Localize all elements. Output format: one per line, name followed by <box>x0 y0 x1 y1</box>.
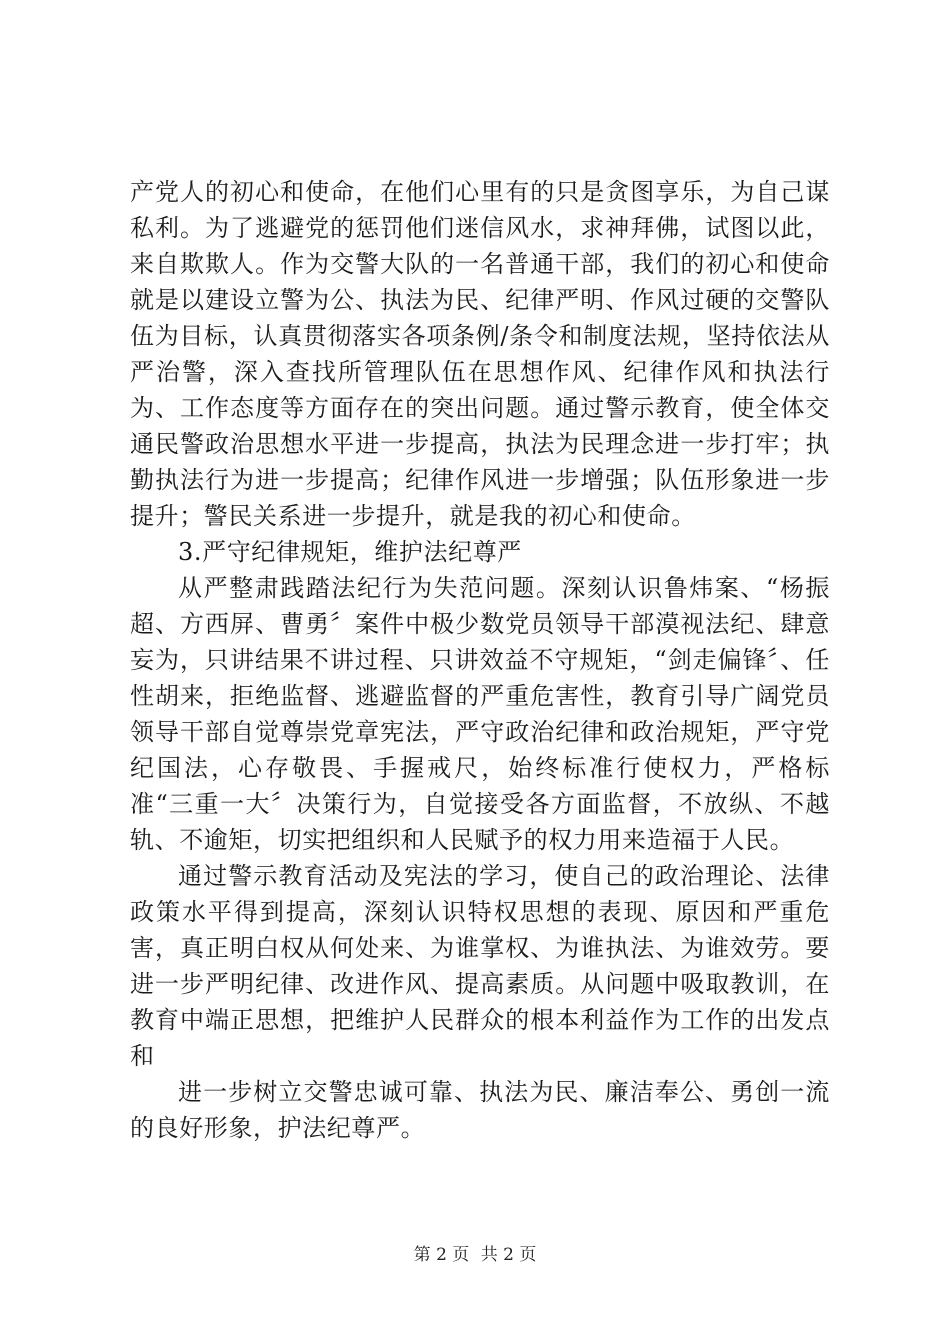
paragraph: 进一步树立交警忠诚可靠、执法为民、廉洁奉公、勇创一流的良好形象，护法纪尊严。 <box>130 1078 830 1142</box>
paragraph: 从严整肃践踏法纪行为失范问题。深刻认识鲁炜案、“杨振超、方西屏、曹勇〞案件中极少数党员领导干部漠视法纪、肆意妄为，只讲结果不讲过程、只讲效益不守规矩，“剑走偏锋〞、任性胡来，拒绝监督、逃避监督的严重危害性，教育引导广阔党员领导干部自觉尊崇党章宪法，严守政治纪律和政治规矩，严守党纪国法，心存敬畏、手握戒尺，始终标准行使权力，严格标准“三重一大〞决策行为，自觉接受各方面监督，不放纵、不越轨、不逾矩，切实把组织和人民赋予的权力用来造福于人民。 <box>130 574 830 854</box>
section-heading: 3.严守纪律规矩，维护法纪尊严 <box>178 538 522 566</box>
page-number: 第 2 页 <box>413 1245 470 1265</box>
page-footer <box>0 1243 950 1267</box>
paragraph-continued: 产党人的初心和使命，在他们心里有的只是贪图享乐，为自己谋私利。为了逃避党的惩罚他们迷信风水，求神拜佛，试图以此，来自欺欺人。作为交警大队的一名普通干部，我们的初心和使命就是以建设立警为公、执法为民、纪律严明、作风过硬的交警队伍为目标，认真贯彻落实各项条例/条令和制度法规，坚持依法从严治警，深入查找所管理队伍在思想作风、纪律作风和执法行为、工作态度等方面存在的突出问题。通过警示教育，使全体交通民警政治思想水平进一步提高，执法为民理念进一步打牢；执勤执法行为进一步提高；纪律作风进一步增强；队伍形象进一步提升；警民关系进一步提升，就是我的初心和使命。 <box>130 178 830 530</box>
document-body <box>130 174 830 1146</box>
paragraph: 通过警示教育活动及宪法的学习，使自己的政治理论、法律政策水平得到提高，深刻认识特权思想的表现、原因和严重危害，真正明白权从何处来、为谁掌权、为谁执法、为谁效劳。要进一步严明纪律、改进作风、提高素质。从问题中吸取教训，在教育中端正思想，把维护人民群众的根本利益作为工作的出发点和 <box>130 862 830 1070</box>
page-total: 共 2 页 <box>480 1245 537 1265</box>
